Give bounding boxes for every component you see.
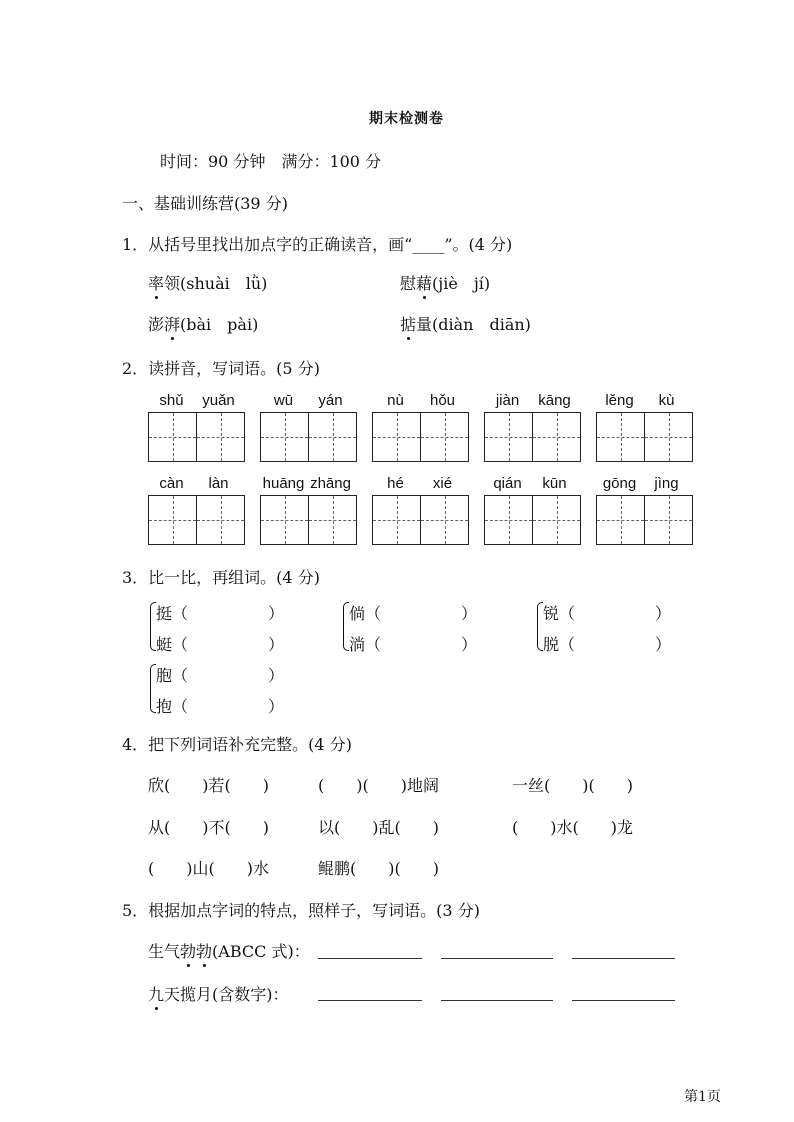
pinyin-label: kāng	[538, 392, 571, 409]
idiom-blank: ( )( )地阔	[318, 776, 439, 795]
writing-grid[interactable]	[260, 495, 357, 545]
pinyin-label: huāng	[262, 475, 305, 492]
idiom-blank: 鲲鹏( )( )	[318, 859, 439, 878]
q5-example-1: 生气勃勃(ABCC 式)：	[148, 939, 310, 962]
pinyin-label: yuǎn	[202, 392, 235, 409]
idiom-blank: ( )水( )龙	[512, 818, 633, 837]
q1-item-1: 率领(shuài lǜ)	[148, 271, 267, 294]
pinyin-label: gōng	[602, 475, 637, 492]
writing-grid[interactable]	[148, 495, 245, 545]
idiom-blank: 欣( )若( )	[148, 776, 269, 795]
pinyin-label: càn	[159, 475, 184, 492]
section-heading: 一、基础训练营(39 分)	[122, 194, 288, 213]
page-number: 第1页	[684, 1089, 721, 1105]
pinyin-label: shǔ	[159, 392, 184, 409]
pinyin-label: yán	[318, 392, 343, 409]
question-5-stem: 5．根据加点字词的特点，照样子，写词语。(3 分)	[122, 901, 480, 920]
pinyin-label: qián	[493, 475, 522, 492]
writing-grid[interactable]	[484, 412, 581, 462]
writing-grid[interactable]	[148, 412, 245, 462]
writing-grid[interactable]	[372, 412, 469, 462]
pinyin-label: nù	[387, 392, 404, 409]
pinyin-label: jìng	[654, 475, 679, 492]
question-4-stem: 4．把下列词语补充完整。(4 分)	[122, 735, 352, 754]
pinyin-label: kūn	[542, 475, 567, 492]
answer-line[interactable]	[318, 958, 422, 959]
idiom-blank: 一丝( )( )	[512, 776, 633, 795]
compare-word: 淌（ ）	[349, 635, 478, 654]
pinyin-label: xié	[432, 475, 453, 492]
q5-example-2: 九天揽月(含数字)：	[148, 982, 289, 1005]
pinyin-label: hǒu	[429, 392, 456, 409]
question-3-stem: 3．比一比，再组词。(4 分)	[122, 568, 320, 587]
compare-word: 脱（ ）	[543, 635, 672, 654]
question-1-stem: 1．从括号里找出加点字的正确读音，画“____”。(4 分)	[122, 235, 513, 254]
pinyin-label: zhāng	[310, 475, 351, 492]
compare-word: 锐（ ）	[543, 604, 672, 623]
q1-item-4: 掂量(diàn diān)	[400, 312, 531, 335]
writing-grid[interactable]	[596, 495, 693, 545]
time-score-info: 时间：90 分钟 满分：100 分	[160, 152, 382, 171]
writing-grid[interactable]	[596, 412, 693, 462]
question-2-stem: 2．读拼音，写词语。(5 分)	[122, 359, 320, 378]
compare-word: 挺（ ）	[156, 604, 285, 623]
pinyin-label: jiàn	[495, 392, 520, 409]
writing-grid[interactable]	[372, 495, 469, 545]
compare-word: 胞（ ）	[156, 666, 285, 685]
q1-item-3: 澎湃(bài pài)	[148, 312, 258, 335]
writing-grid[interactable]	[484, 495, 581, 545]
pinyin-label: lěng	[605, 392, 634, 409]
answer-line[interactable]	[318, 1000, 422, 1001]
compare-word: 倘（ ）	[349, 604, 478, 623]
q1-item-2: 慰藉(jiè jí)	[400, 271, 490, 294]
answer-line[interactable]	[441, 1000, 553, 1001]
compare-word: 抱（ ）	[156, 697, 285, 716]
pinyin-label: kù	[658, 392, 675, 409]
idiom-blank: 从( )不( )	[148, 818, 269, 837]
answer-line[interactable]	[572, 958, 675, 959]
answer-line[interactable]	[441, 958, 553, 959]
compare-word: 蜓（ ）	[156, 635, 285, 654]
page-title: 期末检测卷	[369, 111, 444, 127]
idiom-blank: ( )山( )水	[148, 859, 269, 878]
pinyin-label: làn	[208, 475, 229, 492]
pinyin-label: hé	[387, 475, 404, 492]
answer-line[interactable]	[572, 1000, 675, 1001]
pinyin-label: wū	[273, 392, 294, 409]
idiom-blank: 以( )乱( )	[318, 818, 439, 837]
writing-grid[interactable]	[260, 412, 357, 462]
